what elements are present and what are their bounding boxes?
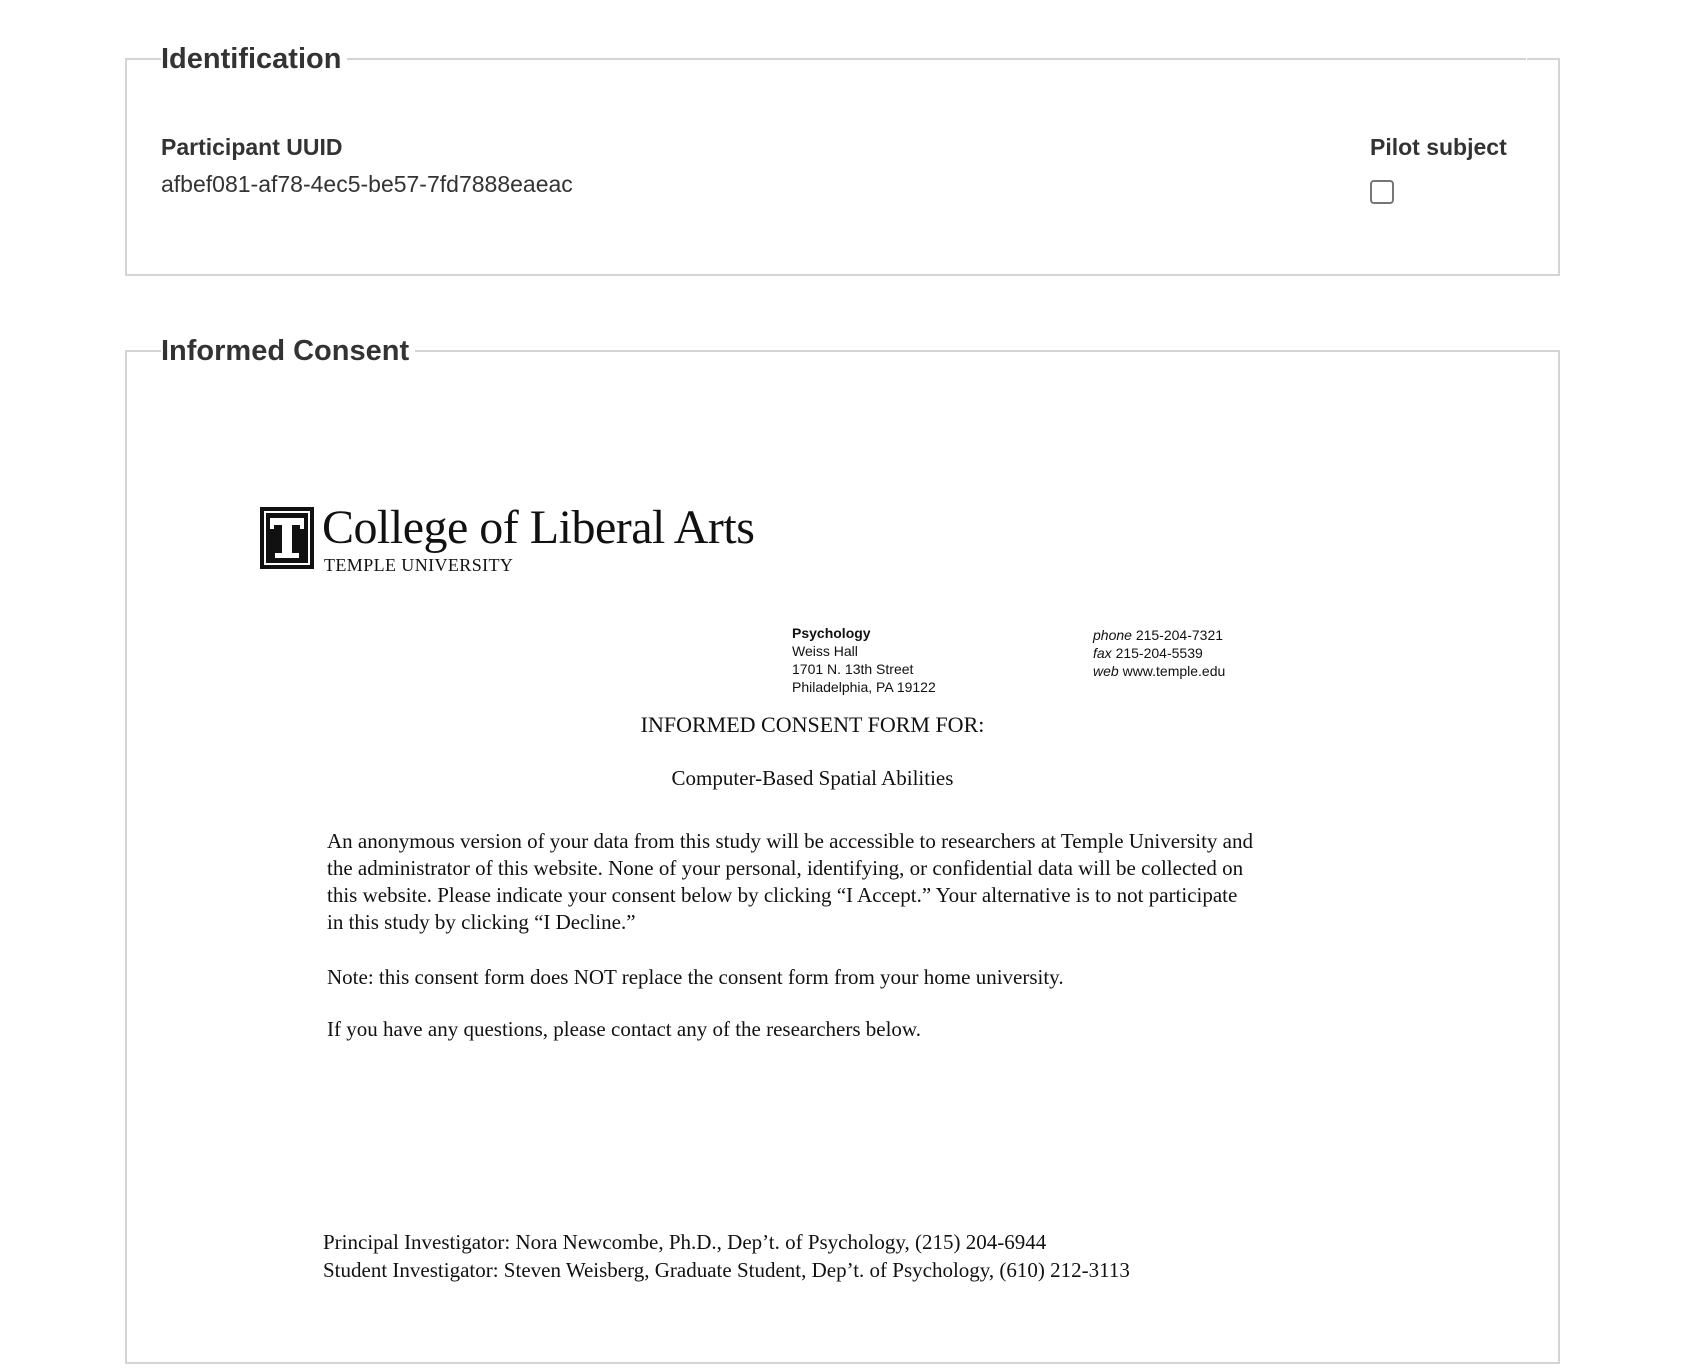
college-title: College of Liberal Arts <box>322 501 755 554</box>
department-address <box>792 624 936 696</box>
contact-info <box>1093 626 1225 680</box>
consent-paragraph-2: Note: this consent form does NOT replace the consent form from your home university. <box>327 965 1064 989</box>
fax-label: fax <box>1093 645 1112 661</box>
phone-number: 215-204-7321 <box>1135 627 1224 643</box>
identification-legend: Identification <box>161 41 347 77</box>
address-line-3: Philadelphia, PA 19122 <box>792 679 936 695</box>
phone-label: phone <box>1093 627 1132 643</box>
fax-number: 215-204-5539 <box>1115 645 1203 661</box>
informed-consent-fieldset <box>125 335 1560 1364</box>
department-name: Psychology <box>792 625 871 641</box>
principal-investigator: Principal Investigator: Nora Newcombe, Ph.D., Dep’t. of Psychology, (215) 204-6944 <box>323 1230 1047 1254</box>
participant-uuid-label: Participant UUID <box>161 134 343 160</box>
student-investigator: Student Investigator: Steven Weisberg, Graduate Student, Dep’t. of Psychology, (610) 212-3113 <box>323 1258 1130 1282</box>
informed-consent-legend: Informed Consent <box>161 333 415 369</box>
temple-logo-icon <box>260 507 314 569</box>
consent-form-heading: INFORMED CONSENT FORM FOR: <box>640 712 985 737</box>
identification-fieldset <box>125 43 1560 276</box>
web-address: www.temple.edu <box>1122 663 1226 679</box>
participant-uuid-value: afbef081-af78-4ec5-be57-7fd7888eaeac <box>161 171 573 197</box>
address-line-2: 1701 N. 13th Street <box>792 661 914 677</box>
web-label: web <box>1093 663 1119 679</box>
consent-paragraph-1: An anonymous version of your data from this study will be accessible to researchers at Temple University and the administrator of this website. None of your personal, identifying, or confidential data will be collected on this website. Please indicate your consent below by clicking “I Accept.” Your alternative is to not participate in this study by clicking “I Decline.” <box>327 829 1253 934</box>
investigator-list <box>323 1228 1130 1284</box>
consent-paragraph-3: If you have any questions, please contact any of the researchers below. <box>327 1017 921 1041</box>
consent-document <box>127 352 1558 1362</box>
pilot-subject-checkbox[interactable] <box>1370 180 1394 204</box>
study-title: Computer-Based Spatial Abilities <box>671 766 954 790</box>
pilot-subject-label: Pilot subject <box>1370 134 1507 160</box>
address-line-1: Weiss Hall <box>792 643 858 659</box>
university-subtitle: TEMPLE UNIVERSITY <box>324 555 514 575</box>
